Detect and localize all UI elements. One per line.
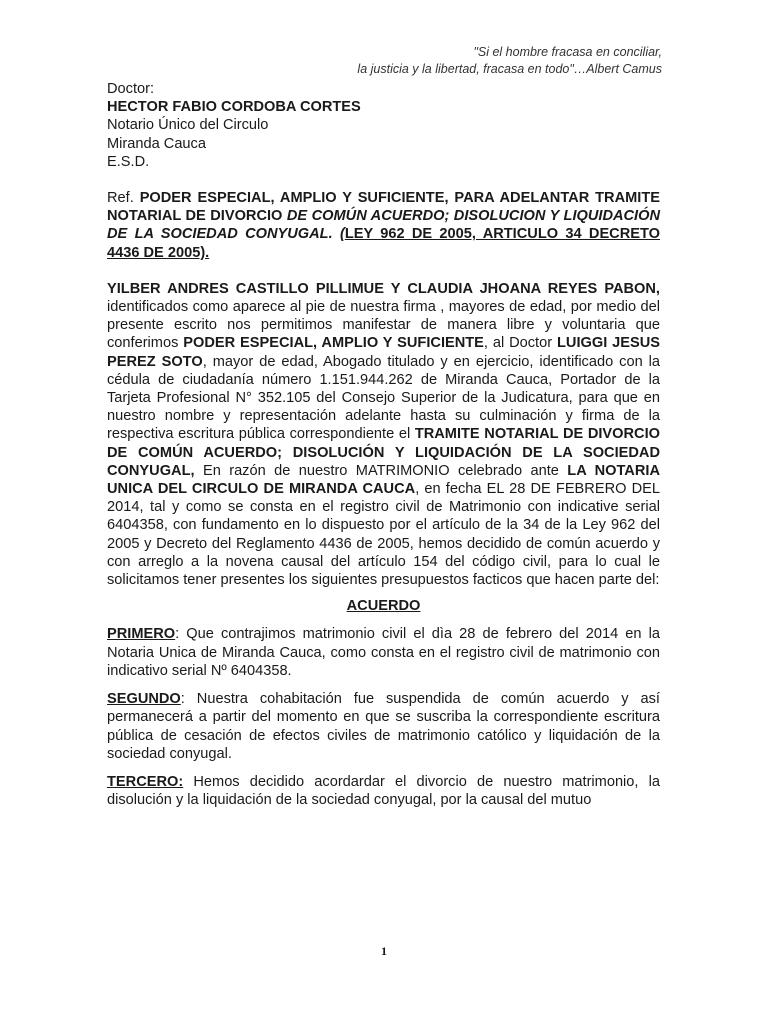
item-text: : Nuestra cohabitación fue suspendida de común acuerdo y así permanecerá a partir del momento en que se suscriba la correspondiente escritura pública de cesación de efectos civiles de matrimonio católico y liquidación de la sociedad conyugal. <box>107 691 660 762</box>
quote-line-1: "Si el hombre fracasa en conciliar, <box>473 45 662 59</box>
item-label: PRIMERO <box>107 626 176 643</box>
recipient-address <box>107 80 660 171</box>
agreement-item-primero <box>107 625 660 680</box>
parties-paragraph <box>107 280 660 589</box>
parties-text-2: , al Doctor <box>483 335 557 352</box>
page-number: 1 <box>381 944 387 958</box>
ref-bold-title: PODER ESPECIAL, AMPLIO Y SUFICIENTE, PARA ADELANTAR TRAMITE NOTARIAL DE DIVORCIO <box>107 190 660 225</box>
recipient-title: Notario Único del Circulo <box>107 117 269 134</box>
agreement-item-segundo <box>107 690 660 763</box>
parties-text-5: , en fecha EL 28 DE FEBRERO DEL 2014, tal y como se consta en el registro civil de Matrimonio con indicative serial 6404358, con fundamento en lo dispuesto por el artículo de la 34 de la Ley 962 del 2005 y Decreto del Reglamento 4436 de 2005, hemos decidido de común acuerdo y con arreglo a la novena causal del artículo 154 del código civil, para lo cual le solicitamos tener presentes los siguientes presupuestos facticos que hacen parte del: <box>107 481 660 589</box>
epigraph-quote <box>357 44 662 78</box>
recipient-city: Miranda Cauca <box>107 135 206 152</box>
attorney-name: LUIGGI JESUS PEREZ SOTO <box>107 335 660 370</box>
parties-text-1: identificados como aparece al pie de nuestra firma , mayores de edad, por medio del presente escrito nos permitimos manifestar de manera libre y voluntaria que conferimos <box>107 299 660 352</box>
parties-bold-3: TRAMITE NOTARIAL DE DIVORCIO DE COMÚN ACUERDO; DISOLUCIÓN Y LIQUIDACIÓN DE LA SOCIEDAD CONYUGAL, <box>107 426 660 479</box>
parties-names: YILBER ANDRES CASTILLO PILLIMUE Y CLAUDIA JHOANA REYES PABON, <box>107 280 660 297</box>
letter-body <box>107 80 660 819</box>
item-text: : Que contrajimos matrimonio civil el dìa 28 de febrero del 2014 en la Notaria Unica de Miranda Cauca, como consta en el registro civil de matrimonio con indicativo serial Nº 6404358. <box>107 626 660 679</box>
ref-law: LEY 962 DE 2005, ARTICULO 34 DECRETO 4436 DE 2005). <box>107 226 660 261</box>
agreement-item-tercero <box>107 773 660 809</box>
recipient-esd: E.S.D. <box>107 153 150 170</box>
salutation: Doctor: <box>107 81 155 97</box>
item-text: Hemos decidido acordardar el divorcio de nuestro matrimonio, la disolución y la liquidación de la sociedad conyugal, por la causal del mutuo <box>107 773 660 809</box>
item-label: TERCERO: <box>107 773 184 790</box>
ref-label: Ref. <box>107 190 134 207</box>
reference-line <box>107 189 660 262</box>
parties-text-4: En razón de nuestro MATRIMONIO celebrado ante <box>194 462 568 479</box>
ref-paren: ( <box>332 226 345 243</box>
recipient-name: HECTOR FABIO CORDOBA CORTES <box>107 99 361 116</box>
item-label: SEGUNDO <box>107 691 181 708</box>
parties-text-3: , mayor de edad, Abogado titulado y en ejercicio, identificado con la cédula de ciudadanía número 1.151.944.262 de Miranda Cauca, Portador de la Tarjeta Profesional N° 352.105 del Consejo Superior de la Judicatura, para que en nuestro nombre y representación adelante hasta su culminación y firma de la respectiva escritura pública correspondiente el <box>107 353 660 443</box>
ref-bold-italic: DE COMÚN ACUERDO; DISOLUCION Y LIQUIDACIÓN DE LA SOCIEDAD CONYUGAL. <box>107 208 661 243</box>
quote-line-2: la justicia y la libertad, fracasa en todo"…Albert Camus <box>357 62 662 76</box>
notary-name: LA NOTARIA UNICA DEL CIRCULO DE MIRANDA CAUCA <box>107 462 660 498</box>
agreement-heading: ACUERDO <box>346 598 421 615</box>
parties-bold-1: PODER ESPECIAL, AMPLIO Y SUFICIENTE <box>183 335 484 352</box>
